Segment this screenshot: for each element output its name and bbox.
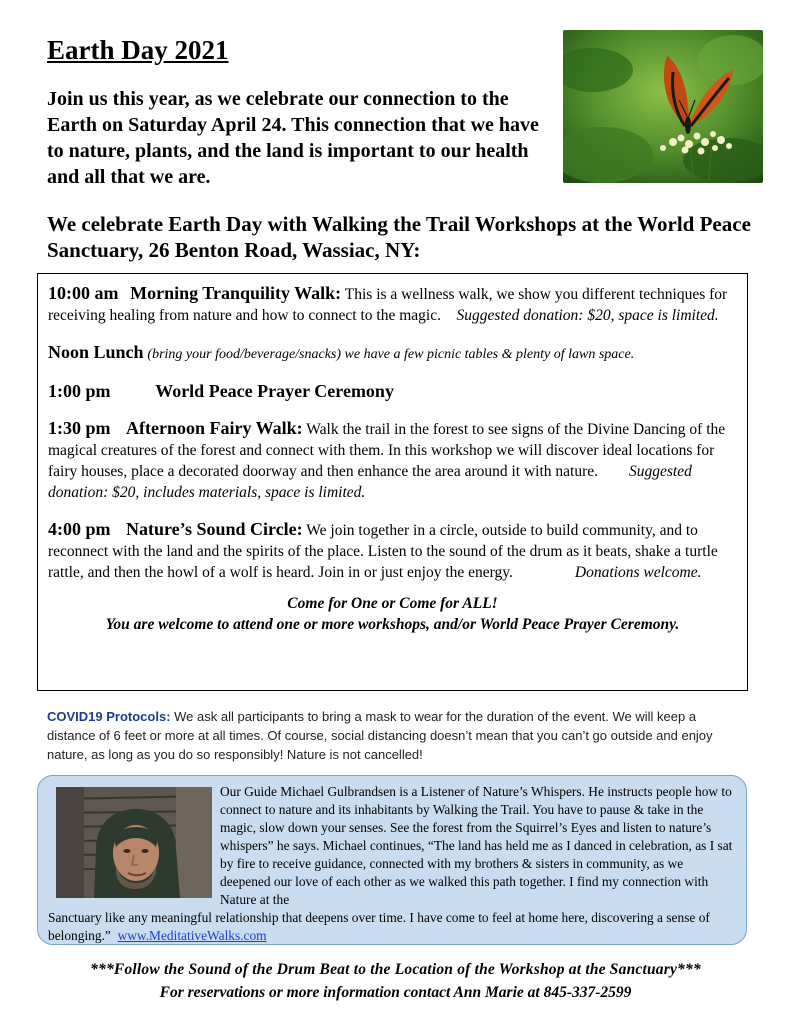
item-note: Donations welcome. bbox=[574, 564, 702, 581]
item-time: 4:00 pm bbox=[48, 519, 111, 539]
item-name: Noon Lunch bbox=[48, 342, 144, 362]
footer-directions: ***Follow the Sound of the Drum Beat to the Location of the Workshop at the Sanctuary*** bbox=[90, 961, 701, 978]
schedule-item-fairy bbox=[48, 418, 737, 503]
come-for-all: Come for One or Come for ALL! bbox=[287, 595, 498, 612]
item-note: Suggested donation: $20, space is limited. bbox=[456, 307, 719, 324]
item-description: (bring your food/beverage/snacks) we have a few picnic tables & plenty of lawn space. bbox=[147, 347, 635, 362]
schedule-item-prayer bbox=[48, 381, 737, 402]
guide-bio: Our Guide Michael Gulbrandsen is a Listener of Nature’s Whispers. He instructs people how to connect to nature and its inhabitants by Walking the Trail. You have to pause & take in the magic, slow down your senses. See the forest from the Squirrel’s Eyes and listen to nature’s whispers” he says. Michael continues, “The land has held me as I danced in celebration, as I sat by fire to receive guidance, connected with my brothers & sisters in community, as we deepened our love of each other as we walked this path together. I find my connection with Nature at the bbox=[220, 784, 733, 907]
item-name: Afternoon Fairy Walk: bbox=[126, 418, 303, 438]
intro-paragraph: Join us this year, as we celebrate our connection to the Earth on Saturday April 24. This connection that we have to nature, plants, and the land is important to our health and all that we are. bbox=[47, 88, 539, 188]
item-time: 1:00 pm bbox=[48, 381, 111, 401]
item-time: 1:30 pm bbox=[48, 418, 111, 438]
item-name: World Peace Prayer Ceremony bbox=[155, 381, 394, 401]
item-note: Suggested donation: $20, includes materials, space is limited. bbox=[48, 463, 692, 501]
item-description: This is a wellness walk, we show you different techniques for receiving healing from nature and how to connect to the magic. bbox=[48, 286, 728, 324]
guide-portrait bbox=[56, 787, 212, 898]
item-name: Morning Tranquility Walk: bbox=[130, 283, 342, 303]
guide-bio-continued bbox=[48, 909, 738, 945]
guide-bio-end: Sanctuary like any meaningful relationship that deepens over time. I have come to feel at home here, discovering a sense of belonging.” bbox=[48, 910, 710, 943]
event-headline: We celebrate Earth Day with Walking the Trail Workshops at the World Peace Sanctuary, 26 Benton Road, Wassiac, NY: bbox=[47, 212, 751, 262]
covid-protocols bbox=[47, 707, 747, 764]
footer-contact: For reservations or more information contact Ann Marie at 845-337-2599 bbox=[159, 984, 632, 1001]
meditative-walks-link[interactable]: www.MeditativeWalks.com bbox=[117, 928, 267, 943]
guide-box bbox=[37, 775, 747, 945]
item-description: We join together in a circle, outside to build community, and to reconnect with the land and the spirits of the place. Listen to the sound of the drum as it beats, shake a turtle rattle, and then the howl of a wolf is heard. Join in or just enjoy the energy. bbox=[48, 522, 718, 581]
schedule-item-lunch bbox=[48, 342, 737, 365]
schedule-item-morning bbox=[48, 283, 737, 326]
covid-text: We ask all participants to bring a mask to wear for the duration of the event. We will keep a distance of 6 feet or more at all times. Of course, social distancing doesn’t mean that you can’t go outside and enjoy nature, as long as you do so responsibly! Nature is not cancelled! bbox=[47, 709, 713, 762]
item-description: Walk the trail in the forest to see signs of the Divine Dancing of the magical creatures of the forest and connect with them. In this workshop we will discover ideal locations for fairy houses, place a decorated doorway and then enhance the area around it with nature. bbox=[48, 421, 726, 480]
item-name: Nature’s Sound Circle: bbox=[126, 519, 303, 539]
butterfly-photo bbox=[563, 30, 763, 183]
item-time: 10:00 am bbox=[48, 283, 119, 303]
schedule-box bbox=[37, 273, 748, 691]
schedule-item-sound bbox=[48, 519, 737, 583]
page-title: Earth Day 2021 bbox=[47, 35, 229, 65]
covid-label: COVID19 Protocols: bbox=[47, 709, 171, 724]
welcome-note: You are welcome to attend one or more workshops, and/or World Peace Prayer Ceremony. bbox=[105, 616, 680, 633]
